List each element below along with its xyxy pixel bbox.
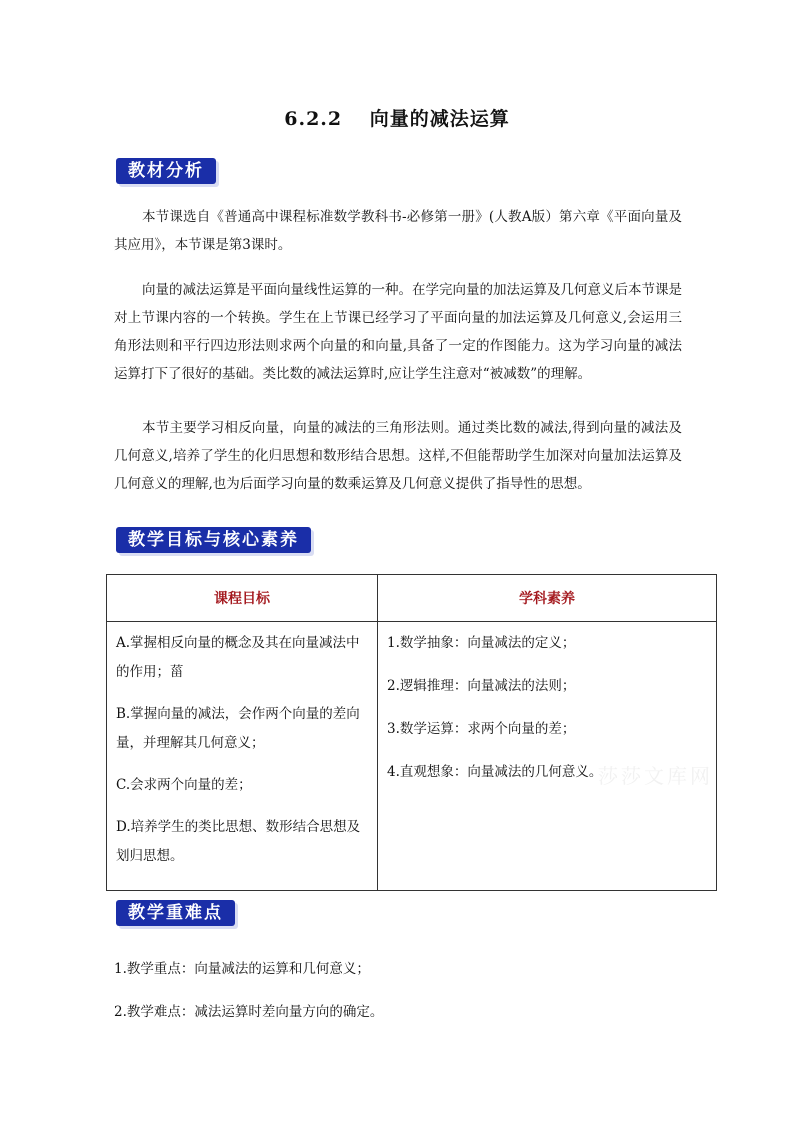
section-badge-goals: 教学目标与核心素养 — [116, 527, 311, 553]
analysis-paragraph-1: 本节课选自《普通高中课程标准数学教科书-必修第一册》(人教A版）第六章《平面向量及其应用》，本节课是第3课时。 — [114, 209, 682, 253]
course-goal-a: A.掌握相反向量的概念及其在向量减法中的作用；菑 — [116, 635, 360, 680]
page-title: 6.2.2 向量的减法运算 — [284, 108, 510, 130]
header-subject-literacy: 学科素养 — [378, 575, 717, 622]
header-course-goals: 课程目标 — [107, 575, 378, 622]
literacy-item-4: 4.直观想象：向量减法的几何意义。 — [387, 764, 603, 780]
section-badge-analysis: 教材分析 — [116, 158, 216, 184]
course-goal-d: D.培养学生的类比思想、数形结合思想及划归思想。 — [116, 819, 361, 864]
literacy-item-2: 2.逻辑推理：向量减法的法则； — [387, 678, 576, 694]
focus-item-1: 1.教学重点：向量减法的运算和几何意义； — [114, 961, 370, 977]
analysis-paragraph-2: 向量的减法运算是平面向量线性运算的一种。在学完向量的加法运算及几何意义后本节课是对上节课内容的一个转换。学生在上节课已经学习了平面向量的加法运算及几何意义,会运用三角形法则和平行四边形法则求两个向量的和向量,具备了一定的作图能力。这为学习向量的减法运算打下了很好的基础。类比数的减法运算时,应让学生注意对“被减数”的理解。 — [114, 282, 682, 382]
goals-table — [106, 574, 717, 891]
watermark: 莎莎文库网 — [598, 764, 713, 788]
analysis-paragraph-3: 本节主要学习相反向量，向量的减法的三角形法则。通过类比数的减法,得到向量的减法及几何意义,培养了学生的化归思想和数形结合思想。这样,不但能帮助学生加深对向量加法运算及几何意义的理解,也为后面学习向量的数乘运算及几何意义提供了指导性的思想。 — [114, 420, 682, 492]
goals-table-header-row — [107, 575, 717, 622]
literacy-item-3: 3.数学运算：求两个向量的差； — [387, 721, 576, 737]
course-goal-c: C.会求两个向量的差； — [116, 777, 252, 793]
course-goals-cell — [107, 622, 378, 891]
course-goal-b: B.掌握向量的减法，会作两个向量的差向量，并理解其几何意义； — [116, 706, 360, 751]
section-badge-focus: 教学重难点 — [116, 900, 235, 926]
focus-item-2: 2.教学难点：减法运算时差向量方向的确定。 — [114, 1004, 384, 1020]
subject-literacy-cell — [378, 622, 717, 891]
goals-table-body-row — [107, 622, 717, 891]
literacy-item-1: 1.数学抽象：向量减法的定义； — [387, 635, 576, 651]
